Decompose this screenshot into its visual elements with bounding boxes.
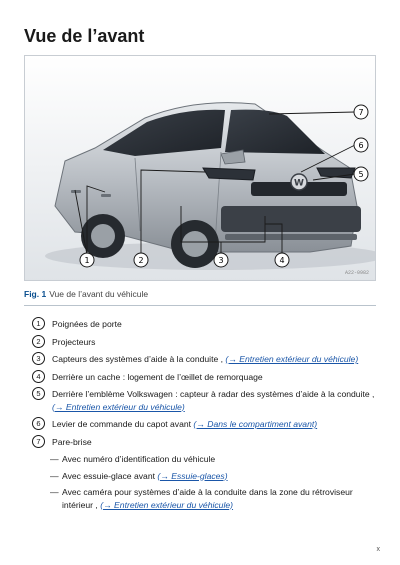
legend-text: Derrière un cache : logement de l’œillet de remorquage — [52, 371, 263, 382]
figure-label: Fig. 1 — [24, 289, 47, 299]
legend-item-6 — [32, 418, 378, 431]
dash-bullet: — — [50, 454, 59, 464]
legend-item-2 — [32, 336, 378, 349]
callout-4 — [275, 253, 289, 267]
svg-text:5: 5 — [358, 170, 364, 179]
sub-item-camera — [32, 486, 378, 511]
callout-6 — [354, 138, 368, 152]
legend-text: Projecteurs — [52, 336, 96, 347]
page-number: x — [376, 546, 380, 553]
legend-item-5 — [32, 388, 378, 413]
car-front-figure — [24, 55, 376, 281]
figure-code: A22-0982 — [344, 270, 369, 276]
legend-badge: 4 — [32, 370, 45, 383]
legend-text: Capteurs des systèmes d’aide à la conduite , — [52, 354, 226, 364]
svg-text:3: 3 — [218, 256, 224, 265]
page-title: Vue de l’avant — [24, 26, 145, 46]
svg-text:4: 4 — [279, 256, 285, 265]
callout-5 — [354, 167, 368, 181]
callout-1 — [80, 253, 94, 267]
headlight-left — [203, 168, 255, 180]
door-handle-rear — [71, 190, 81, 193]
link-entretien-exterieur[interactable]: (→ Entretien extérieur du véhicule) — [100, 499, 234, 510]
svg-text:2: 2 — [138, 256, 144, 265]
callout-3 — [214, 253, 228, 267]
legend-item-4 — [32, 371, 378, 384]
link-entretien-exterieur[interactable]: (→ Entretien extérieur du véhicule) — [52, 401, 185, 412]
link-entretien-exterieur[interactable]: (→ Entretien extérieur du véhicule) — [225, 354, 359, 364]
legend-badge: 6 — [32, 417, 45, 430]
svg-text:W: W — [294, 178, 304, 189]
legend-list — [32, 318, 378, 515]
caption-divider — [24, 305, 376, 306]
legend-text: Levier de commande du capot avant — [52, 419, 194, 429]
dash-bullet: — — [50, 470, 59, 481]
door-handle-front — [101, 194, 111, 197]
legend-badge: 2 — [32, 335, 45, 348]
svg-text:6: 6 — [358, 141, 364, 150]
legend-item-7 — [32, 436, 378, 449]
sub-item-text: Avec essuie-glace avant — [62, 470, 158, 481]
legend-badge: 1 — [32, 317, 45, 330]
link-essuie-glaces[interactable]: (→ Essuie-glaces) — [157, 470, 228, 481]
car-illustration — [25, 56, 376, 281]
legend-text: Derrière l’emblème Volkswagen : capteur à radar des systèmes d’aide à la conduite , — [52, 389, 375, 399]
legend-text: Pare-brise — [52, 436, 92, 447]
figure-caption — [24, 289, 148, 299]
figure-caption-text: Vue de l’avant du véhicule — [49, 289, 149, 299]
legend-badge: 5 — [32, 387, 45, 400]
svg-text:1: 1 — [84, 256, 90, 265]
link-compartiment-avant[interactable]: (→ Dans le compartiment avant) — [193, 419, 318, 429]
legend-item-3 — [32, 353, 378, 366]
sub-item-text: Avec caméra pour systèmes d’aide à la conduite dans la zone du rétroviseur intérieur , — [62, 487, 353, 510]
sub-item-text: Avec numéro d’identification du véhicule — [62, 454, 216, 464]
legend-badge: 7 — [32, 435, 45, 448]
sub-item-vin — [32, 453, 378, 466]
sub-item-wiper — [32, 470, 378, 483]
legend-badge: 3 — [32, 352, 45, 365]
legend-text: Poignées de porte — [52, 319, 122, 329]
callout-7 — [354, 105, 368, 119]
legend-item-1 — [32, 318, 378, 331]
dash-bullet: — — [50, 487, 59, 497]
lower-grille — [221, 206, 361, 232]
callout-2 — [134, 253, 148, 267]
svg-text:7: 7 — [358, 108, 364, 117]
